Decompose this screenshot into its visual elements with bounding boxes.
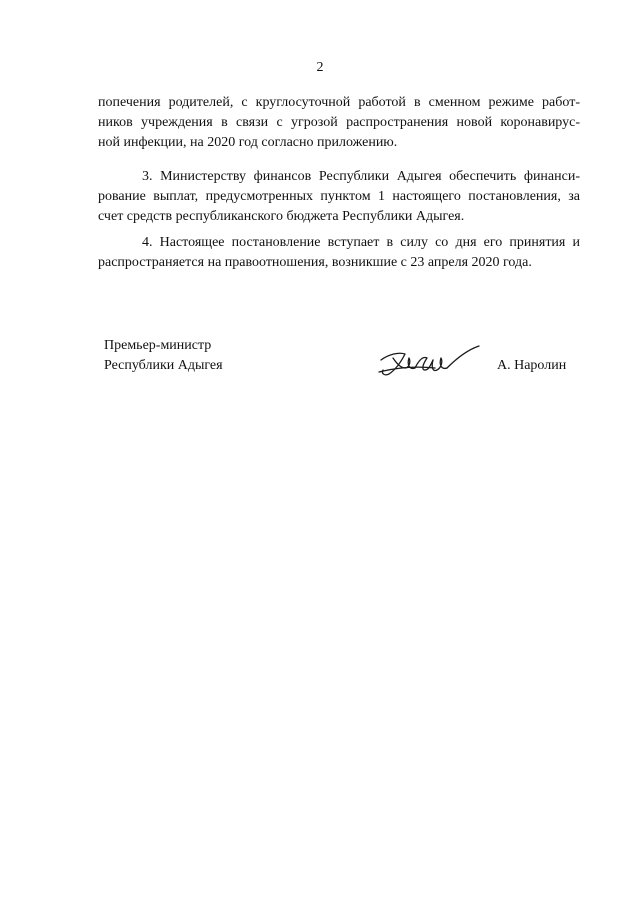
paragraph-item-4 <box>98 233 580 273</box>
paragraph-line: ников учреждения в связи с угрозой распространения новой коронавирус- <box>98 115 580 130</box>
paragraph-line: ной инфекции, на 2020 год согласно приложению. <box>98 135 398 150</box>
paragraph-continuation <box>98 93 580 153</box>
signatory-name: А. Наролин <box>497 358 567 373</box>
page-number: 2 <box>316 60 324 75</box>
signatory-position <box>104 336 223 376</box>
paragraph-line: 4. Настоящее постановление вступает в силу со дня его принятия и <box>142 235 580 250</box>
paragraph-line: счет средств республиканского бюджета Республики Адыгея. <box>98 209 465 224</box>
paragraph-line: рование выплат, предусмотренных пунктом 1 настоящего постановления, за <box>98 189 580 204</box>
position-line: Премьер-министр <box>104 338 212 353</box>
paragraph-line: 3. Министерству финансов Республики Адыгея обеспечить финанси- <box>142 169 580 184</box>
handwritten-signature-icon <box>375 338 485 384</box>
paragraph-item-3 <box>98 167 580 227</box>
position-line: Республики Адыгея <box>104 358 223 373</box>
paragraph-line: попечения родителей, с круглосуточной работой в сменном режиме работ- <box>98 95 580 110</box>
paragraph-line: распространяется на правоотношения, возникшие с 23 апреля 2020 года. <box>98 255 532 270</box>
